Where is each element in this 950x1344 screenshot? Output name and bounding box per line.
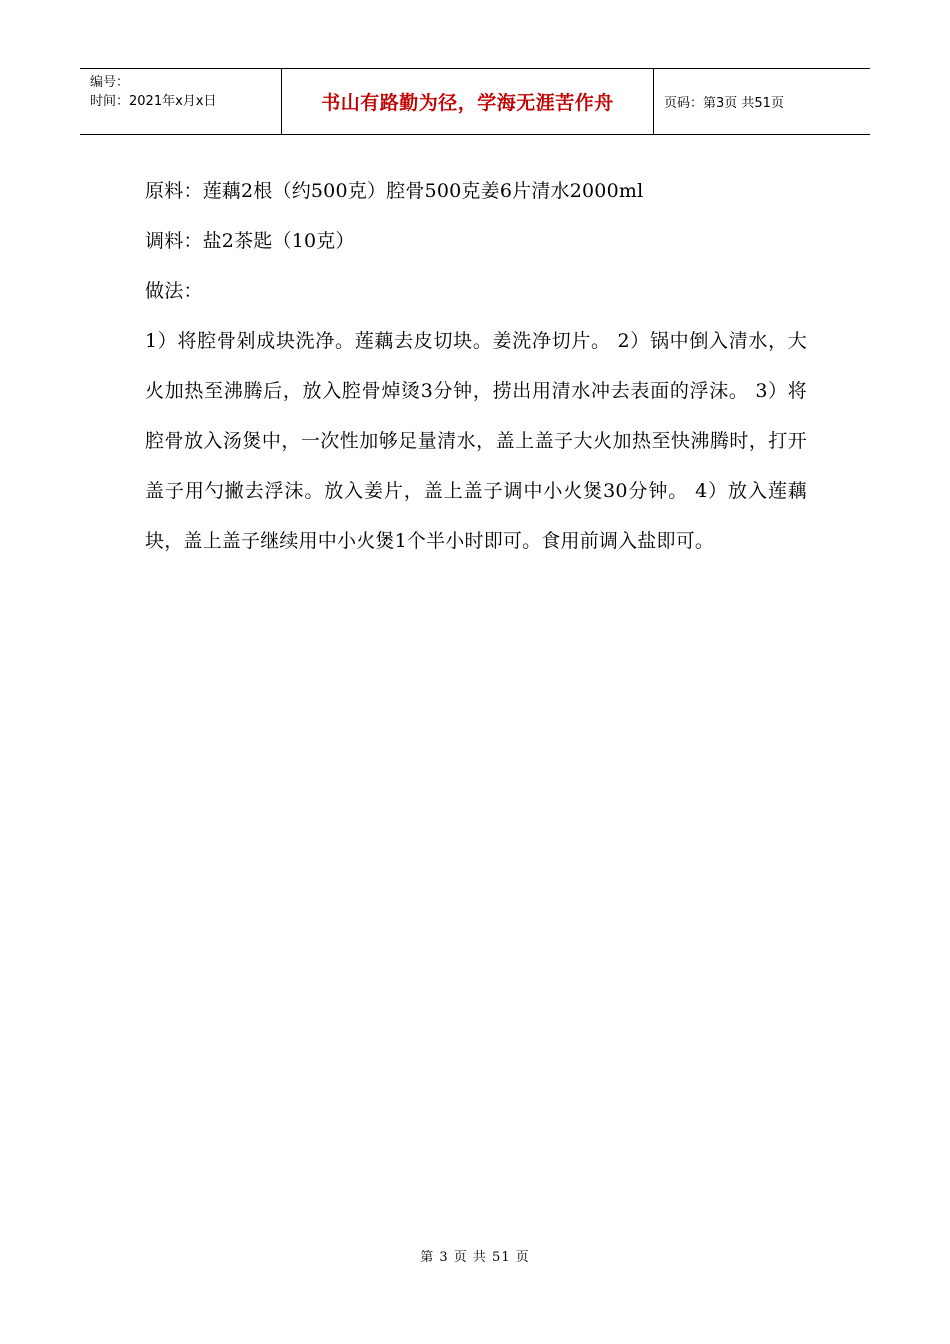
page-footer: 第 3 页 共 51 页 xyxy=(420,1250,530,1265)
header-motto: 书山有路勤为径，学海无涯苦作舟 xyxy=(282,69,654,134)
header-meta xyxy=(80,69,282,134)
number-label: 编号： xyxy=(90,75,130,90)
header-page-info: 页码：第3页 共51页 xyxy=(664,96,784,111)
page-header xyxy=(80,68,870,135)
method-paragraph: 1）将腔骨剁成块洗净。莲藕去皮切块。姜洗净切片。 2）锅中倒入清水，大火加热至沸腾后，放入腔骨焯烫3分钟，捞出用清水冲去表面的浮沫。 3）将腔骨放入汤煲中，一次性加够足量清水，盖上盖子大火加热至快沸腾时，打开盖子用勺撇去浮沫。放入姜片，盖上盖子调中小火煲30分钟。 4）放入莲藕块，盖上盖子继续用中小火煲1个半小时即可。食用前调入盐即可。 xyxy=(145,330,807,552)
time-label: 时间：2021年x月x日 xyxy=(90,94,217,109)
recipe-content xyxy=(145,166,807,566)
method-title: 做法： xyxy=(145,280,203,302)
ingredients-line: 原料：莲藕2根（约500克）腔骨500克姜6片清水2000ml xyxy=(145,180,644,202)
seasoning-line: 调料：盐2茶匙（10克） xyxy=(145,230,355,252)
